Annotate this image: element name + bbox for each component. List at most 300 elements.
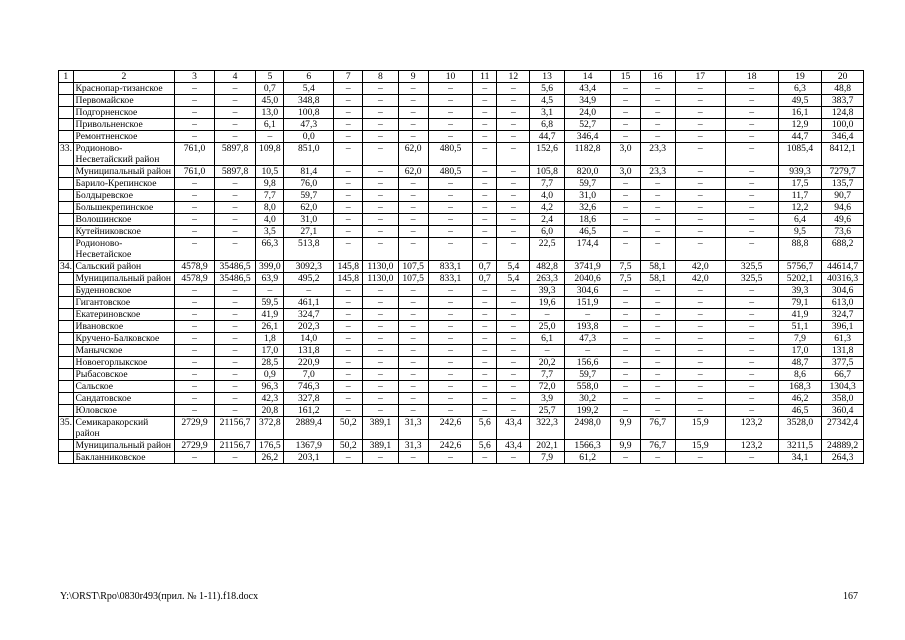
value-cell: –	[675, 202, 725, 214]
value-cell: 5,6	[530, 83, 564, 95]
value-cell: 746,3	[284, 381, 334, 393]
value-cell: –	[214, 178, 256, 190]
value-cell: –	[428, 131, 473, 143]
row-number: 33.	[59, 143, 74, 166]
value-cell: –	[611, 333, 640, 345]
value-cell: –	[497, 333, 530, 345]
table-row	[59, 333, 864, 345]
value-cell: 44,7	[530, 131, 564, 143]
value-cell: –	[640, 405, 675, 417]
territory-name: Первомайское	[73, 95, 175, 107]
value-cell: 46,5	[778, 405, 822, 417]
value-cell: –	[497, 297, 530, 309]
value-cell: 264,3	[822, 452, 864, 464]
value-cell: –	[363, 131, 398, 143]
row-number	[59, 321, 74, 333]
value-cell: 58,1	[640, 261, 675, 273]
value-cell: –	[640, 190, 675, 202]
value-cell: –	[175, 452, 214, 464]
value-cell: –	[611, 405, 640, 417]
value-cell: 202,3	[284, 321, 334, 333]
value-cell: 480,5	[428, 143, 473, 166]
value-cell: –	[428, 405, 473, 417]
value-cell: –	[398, 178, 428, 190]
value-cell: 9,8	[256, 178, 284, 190]
value-cell: –	[428, 190, 473, 202]
value-cell: 23,3	[640, 166, 675, 178]
value-cell: 4578,9	[175, 261, 214, 273]
value-cell: –	[214, 321, 256, 333]
territory-name: Ремонтненское	[73, 131, 175, 143]
value-cell: 7,7	[530, 178, 564, 190]
value-cell: 325,5	[725, 261, 778, 273]
value-cell: –	[611, 393, 640, 405]
value-cell: 41,9	[778, 309, 822, 321]
value-cell: 23,3	[640, 143, 675, 166]
value-cell: 90,7	[822, 190, 864, 202]
value-cell: 8,6	[778, 369, 822, 381]
value-cell: 79,1	[778, 297, 822, 309]
value-cell: –	[497, 381, 530, 393]
value-cell: –	[334, 405, 363, 417]
value-cell: –	[675, 238, 725, 261]
value-cell: –	[725, 333, 778, 345]
value-cell: –	[363, 166, 398, 178]
value-cell: –	[497, 107, 530, 119]
value-cell: –	[334, 321, 363, 333]
value-cell: 4578,9	[175, 273, 214, 285]
value-cell: –	[497, 309, 530, 321]
value-cell: 31,3	[398, 440, 428, 452]
column-number: 12	[497, 71, 530, 83]
value-cell: –	[398, 83, 428, 95]
territory-name: Юловское	[73, 405, 175, 417]
territory-name: Болдыревское	[73, 190, 175, 202]
row-number	[59, 202, 74, 214]
value-cell: 480,5	[428, 166, 473, 178]
value-cell: –	[398, 226, 428, 238]
value-cell: 145,8	[334, 261, 363, 273]
value-cell: 688,2	[822, 238, 864, 261]
value-cell: –	[428, 369, 473, 381]
value-cell: 39,3	[778, 285, 822, 297]
value-cell: 10,5	[256, 166, 284, 178]
value-cell: –	[473, 333, 497, 345]
value-cell: –	[334, 178, 363, 190]
value-cell: 613,0	[822, 297, 864, 309]
value-cell: –	[675, 357, 725, 369]
value-cell: –	[611, 309, 640, 321]
value-cell: –	[497, 119, 530, 131]
value-cell: 14,0	[284, 333, 334, 345]
value-cell: –	[725, 143, 778, 166]
value-cell: 324,7	[284, 309, 334, 321]
value-cell: 1566,3	[564, 440, 611, 452]
value-cell: 59,7	[284, 190, 334, 202]
value-cell: 62,0	[398, 166, 428, 178]
value-cell: 558,0	[564, 381, 611, 393]
value-cell: –	[398, 119, 428, 131]
value-cell: –	[363, 190, 398, 202]
value-cell: –	[473, 345, 497, 357]
value-cell: 17,5	[778, 178, 822, 190]
value-cell: 48,8	[822, 83, 864, 95]
value-cell: –	[334, 309, 363, 321]
value-cell: –	[473, 107, 497, 119]
value-cell: –	[640, 107, 675, 119]
value-cell: –	[363, 452, 398, 464]
footer-page-number: 167	[843, 591, 858, 602]
value-cell: –	[725, 119, 778, 131]
value-cell: –	[214, 452, 256, 464]
value-cell: 59,5	[256, 297, 284, 309]
value-cell: –	[175, 393, 214, 405]
value-cell: 32,6	[564, 202, 611, 214]
value-cell: –	[334, 369, 363, 381]
value-cell: –	[675, 131, 725, 143]
territory-name: Барило-Крепинское	[73, 178, 175, 190]
territory-name: Кручено-Балковское	[73, 333, 175, 345]
value-cell: –	[473, 214, 497, 226]
value-cell: –	[497, 369, 530, 381]
value-cell: –	[675, 83, 725, 95]
value-cell: –	[611, 107, 640, 119]
value-cell: –	[398, 214, 428, 226]
value-cell: –	[175, 285, 214, 297]
value-cell: –	[428, 83, 473, 95]
row-number	[59, 226, 74, 238]
value-cell: –	[497, 214, 530, 226]
territory-name: Волошинское	[73, 214, 175, 226]
value-cell: 1367,9	[284, 440, 334, 452]
value-cell: 6,8	[530, 119, 564, 131]
value-cell: 193,8	[564, 321, 611, 333]
value-cell: –	[334, 357, 363, 369]
value-cell: 372,8	[256, 417, 284, 440]
value-cell: –	[640, 393, 675, 405]
value-cell: –	[725, 83, 778, 95]
value-cell: 76,7	[640, 440, 675, 452]
value-cell: 9,5	[778, 226, 822, 238]
value-cell: 28,5	[256, 357, 284, 369]
territory-name: Краснопар-тизанское	[73, 83, 175, 95]
value-cell: 5,4	[284, 83, 334, 95]
value-cell: 62,0	[284, 202, 334, 214]
table-row	[59, 143, 864, 166]
row-number	[59, 166, 74, 178]
value-cell: –	[428, 214, 473, 226]
value-cell: 31,0	[284, 214, 334, 226]
value-cell: 52,7	[564, 119, 611, 131]
value-cell: 49,5	[778, 95, 822, 107]
value-cell: –	[725, 357, 778, 369]
value-cell: 31,3	[398, 417, 428, 440]
value-cell: –	[334, 393, 363, 405]
value-cell: 34,1	[778, 452, 822, 464]
value-cell: –	[497, 83, 530, 95]
value-cell: –	[611, 357, 640, 369]
value-cell: –	[611, 95, 640, 107]
value-cell: –	[611, 119, 640, 131]
row-number	[59, 452, 74, 464]
row-number	[59, 131, 74, 143]
value-cell: 2040,6	[564, 273, 611, 285]
value-cell: 199,2	[564, 405, 611, 417]
value-cell: 5,6	[473, 440, 497, 452]
column-number: 4	[214, 71, 256, 83]
territory-name: Муниципальный район	[73, 166, 175, 178]
table-row	[59, 309, 864, 321]
value-cell: 242,6	[428, 417, 473, 440]
value-cell: –	[256, 131, 284, 143]
value-cell: –	[473, 166, 497, 178]
value-cell: 1085,4	[778, 143, 822, 166]
value-cell: –	[675, 333, 725, 345]
value-cell: 9,9	[611, 440, 640, 452]
value-cell: 76,0	[284, 178, 334, 190]
value-cell: –	[175, 345, 214, 357]
value-cell: 31,0	[564, 190, 611, 202]
value-cell: –	[640, 226, 675, 238]
territory-name: Ивановское	[73, 321, 175, 333]
table-row	[59, 345, 864, 357]
row-number	[59, 273, 74, 285]
value-cell: –	[363, 405, 398, 417]
value-cell: 5897,8	[214, 143, 256, 166]
value-cell: 25,7	[530, 405, 564, 417]
value-cell: –	[214, 190, 256, 202]
table-row	[59, 119, 864, 131]
value-cell: 59,7	[564, 178, 611, 190]
value-cell: –	[175, 95, 214, 107]
value-cell: 2729,9	[175, 417, 214, 440]
value-cell: 820,0	[564, 166, 611, 178]
value-cell: –	[473, 452, 497, 464]
value-cell: 7,9	[778, 333, 822, 345]
value-cell: –	[725, 405, 778, 417]
value-cell: –	[497, 452, 530, 464]
value-cell: –	[725, 107, 778, 119]
value-cell: –	[473, 369, 497, 381]
value-cell: –	[725, 393, 778, 405]
territory-name: Сандатовское	[73, 393, 175, 405]
value-cell: –	[497, 95, 530, 107]
row-number	[59, 297, 74, 309]
territory-name: Родионово-Несветайское	[73, 238, 175, 261]
value-cell: 3,0	[611, 166, 640, 178]
row-number	[59, 381, 74, 393]
value-cell: –	[363, 238, 398, 261]
value-cell: –	[398, 369, 428, 381]
value-cell: 59,7	[564, 369, 611, 381]
value-cell: –	[473, 393, 497, 405]
value-cell: –	[564, 309, 611, 321]
value-cell: 44614,7	[822, 261, 864, 273]
row-number	[59, 357, 74, 369]
value-cell: –	[640, 369, 675, 381]
value-cell: –	[725, 297, 778, 309]
value-cell: –	[398, 285, 428, 297]
value-cell: –	[473, 143, 497, 166]
value-cell: 3528,0	[778, 417, 822, 440]
value-cell: 26,2	[256, 452, 284, 464]
value-cell: –	[398, 321, 428, 333]
value-cell: –	[428, 95, 473, 107]
value-cell: –	[334, 202, 363, 214]
value-cell: –	[363, 83, 398, 95]
value-cell: 76,7	[640, 417, 675, 440]
value-cell: –	[725, 202, 778, 214]
value-cell: –	[428, 333, 473, 345]
value-cell: –	[725, 381, 778, 393]
territory-name: Екатериновское	[73, 309, 175, 321]
value-cell: –	[725, 452, 778, 464]
value-cell: 2729,9	[175, 440, 214, 452]
value-cell: 482,8	[530, 261, 564, 273]
value-cell: 18,6	[564, 214, 611, 226]
table-row	[59, 393, 864, 405]
value-cell: 42,0	[675, 261, 725, 273]
value-cell: –	[675, 166, 725, 178]
column-number: 9	[398, 71, 428, 83]
value-cell: –	[363, 285, 398, 297]
value-cell: 174,4	[564, 238, 611, 261]
column-number: 5	[256, 71, 284, 83]
value-cell: –	[363, 369, 398, 381]
value-cell: –	[611, 321, 640, 333]
value-cell: 322,3	[530, 417, 564, 440]
value-cell: 7,7	[256, 190, 284, 202]
value-cell: 26,1	[256, 321, 284, 333]
table-row	[59, 405, 864, 417]
value-cell: –	[214, 285, 256, 297]
value-cell: –	[398, 107, 428, 119]
value-cell: –	[428, 119, 473, 131]
value-cell: 761,0	[175, 166, 214, 178]
value-cell: 47,3	[284, 119, 334, 131]
value-cell: 5,4	[497, 273, 530, 285]
table-row	[59, 190, 864, 202]
value-cell: –	[675, 405, 725, 417]
value-cell: 44,7	[778, 131, 822, 143]
value-cell: 94,6	[822, 202, 864, 214]
value-cell: –	[334, 95, 363, 107]
value-cell: –	[725, 95, 778, 107]
value-cell: 48,7	[778, 357, 822, 369]
column-number: 7	[334, 71, 363, 83]
row-number	[59, 214, 74, 226]
value-cell: 242,6	[428, 440, 473, 452]
value-cell: –	[363, 143, 398, 166]
value-cell: –	[398, 95, 428, 107]
value-cell: –	[175, 202, 214, 214]
column-number: 15	[611, 71, 640, 83]
value-cell: –	[473, 381, 497, 393]
value-cell: –	[398, 131, 428, 143]
value-cell: 324,7	[822, 309, 864, 321]
table-row	[59, 226, 864, 238]
value-cell: –	[428, 381, 473, 393]
value-cell: 3,0	[611, 143, 640, 166]
value-cell: 46,2	[778, 393, 822, 405]
value-cell: –	[428, 285, 473, 297]
value-cell: –	[175, 238, 214, 261]
value-cell: 4,0	[530, 190, 564, 202]
value-cell: 360,4	[822, 405, 864, 417]
value-cell: –	[675, 297, 725, 309]
value-cell: –	[473, 95, 497, 107]
table-row	[59, 321, 864, 333]
value-cell: 3,5	[256, 226, 284, 238]
value-cell: 2889,4	[284, 417, 334, 440]
row-number	[59, 440, 74, 452]
value-cell: 20,2	[530, 357, 564, 369]
value-cell: –	[725, 226, 778, 238]
value-cell: 43,4	[564, 83, 611, 95]
value-cell: –	[175, 405, 214, 417]
value-cell: –	[675, 345, 725, 357]
value-cell: 40316,3	[822, 273, 864, 285]
value-cell: –	[175, 107, 214, 119]
value-cell: 0,7	[473, 273, 497, 285]
row-number: 34.	[60, 261, 72, 272]
value-cell: 0,0	[284, 131, 334, 143]
value-cell: –	[214, 333, 256, 345]
value-cell: –	[640, 345, 675, 357]
value-cell: 3,9	[530, 393, 564, 405]
value-cell: –	[363, 119, 398, 131]
value-cell: 4,5	[530, 95, 564, 107]
value-cell: 5897,8	[214, 166, 256, 178]
value-cell: 7279,7	[822, 166, 864, 178]
value-cell: –	[725, 214, 778, 226]
value-cell: –	[497, 393, 530, 405]
value-cell: –	[611, 345, 640, 357]
value-cell: 9,9	[611, 417, 640, 440]
value-cell: 2,4	[530, 214, 564, 226]
table-row	[59, 417, 864, 440]
value-cell: –	[640, 297, 675, 309]
territory-name: Родионово-Несветайский район	[73, 143, 175, 166]
value-cell: 4,2	[530, 202, 564, 214]
value-cell: –	[256, 285, 284, 297]
value-cell: –	[363, 107, 398, 119]
value-cell: –	[175, 369, 214, 381]
value-cell: –	[214, 83, 256, 95]
value-cell: –	[725, 285, 778, 297]
column-number: 17	[675, 71, 725, 83]
value-cell: 105,8	[530, 166, 564, 178]
value-cell: 156,6	[564, 357, 611, 369]
value-cell: –	[725, 309, 778, 321]
value-cell: –	[428, 202, 473, 214]
value-cell: –	[640, 119, 675, 131]
value-cell: 21156,7	[214, 417, 256, 440]
value-cell: –	[334, 166, 363, 178]
value-cell: –	[398, 333, 428, 345]
value-cell: –	[334, 83, 363, 95]
value-cell: 61,2	[564, 452, 611, 464]
value-cell: 8412,1	[822, 143, 864, 166]
table-row	[59, 83, 864, 95]
value-cell: –	[473, 178, 497, 190]
value-cell: 346,4	[564, 131, 611, 143]
value-cell: 131,8	[822, 345, 864, 357]
territory-name: Гигантовское	[73, 297, 175, 309]
value-cell: 17,0	[256, 345, 284, 357]
territory-name: Привольненское	[73, 119, 175, 131]
value-cell: 124,8	[822, 107, 864, 119]
